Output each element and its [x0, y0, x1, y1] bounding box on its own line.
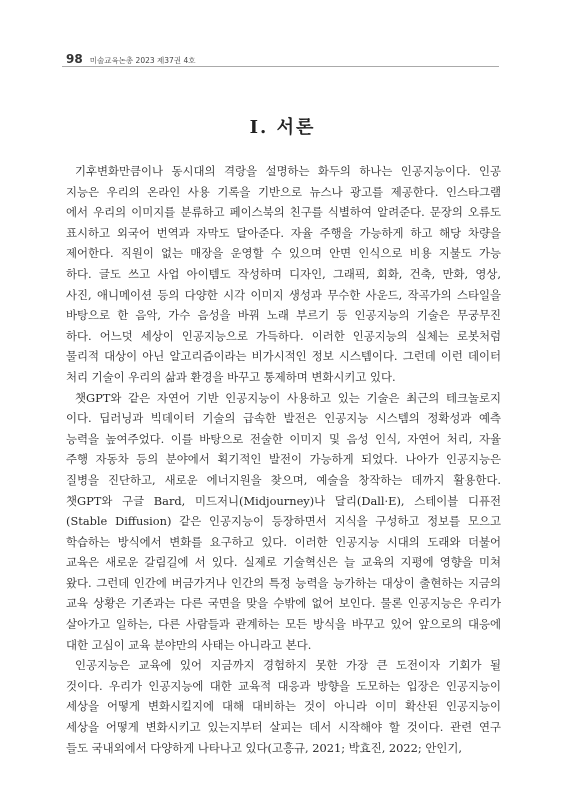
paragraph-1-line: 에서 우리의 이미지를 분류하고 페이스북의 친구를 식별하여 알려준다. 문장의 오류도 — [66, 205, 501, 220]
paragraph-3-line: 인공지능은 교육에 있어 지금까지 경험하지 못한 가장 큰 도전이자 기회가 될 — [75, 658, 501, 673]
paragraph-1-line: 사진, 애니메이션 등의 다양한 시각 이미지 생성과 무수한 사운드, 작곡가의 스타일을 — [66, 287, 501, 302]
paragraph-1-line: 물리적 대상이 아닌 알고리즘이라는 비가시적인 정보 시스템이다. 그런데 이런 데이터 — [66, 349, 501, 364]
paragraph-2-line: 주행 자동차 등의 분야에서 획기적인 발전이 가능하게 되었다. 나아가 인공지능은 — [66, 452, 501, 467]
paragraph-2-line: 질병을 진단하고, 새로운 에너지원을 찾으며, 예술을 창작하는 데까지 활용한다. — [66, 472, 501, 487]
journal-title: 미술교육논총 2023 제37권 4호 — [89, 56, 196, 65]
paragraph-2-line: 살아가고 일하는, 다른 사람들과 관계하는 모든 방식을 바꾸고 있어 앞으로의 대응에 — [66, 617, 501, 632]
header-divider — [62, 66, 499, 67]
paragraph-2-line: 챗GPT와 구글 Bard, 미드저니(Midjourney)나 달리(Dall·E), 스테이블 디퓨전 — [66, 493, 501, 508]
paragraph-1-line: 하다. 어느덧 세상이 인공지능으로 가득하다. 이러한 인공지능의 실체는 로봇처럼 — [66, 328, 501, 343]
running-header — [66, 52, 195, 66]
paragraph-2-line: 챗GPT와 같은 자연어 기반 인공지능이 사용하고 있는 기술은 최근의 테크놀로지 — [75, 390, 501, 405]
paragraph-2-line: 교육은 새로운 갈림길에 서 있다. 실제로 기술혁신은 늘 교육의 지평에 영향을 미쳐 — [66, 555, 501, 570]
paragraph-3-line: 세상을 어떻게 변화시킬지에 대해 대비하는 것이 아니라 이미 확산된 인공지능이 — [66, 699, 501, 714]
paragraph-2-line: 대한 고심이 교육 분야만의 사태는 아니라고 본다. — [66, 637, 312, 652]
paragraph-2-line: 이다. 딥러닝과 빅데이터 기술의 급속한 발전은 인공지능 시스템의 정확성과 예측 — [66, 411, 501, 426]
section-title: Ⅰ. 서론 — [249, 117, 316, 138]
page-number: 98 — [66, 52, 83, 66]
paragraph-1-line: 제어한다. 직원이 없는 매장을 운영할 수 있으며 안면 인식으로 비용 지불도 가능 — [66, 246, 501, 261]
paragraph-2-line: (Stable Diffusion) 같은 인공지능이 등장하면서 지식을 구성하고 정보를 모으고 — [66, 514, 501, 529]
paragraph-2-line: 능력을 높여주었다. 이를 바탕으로 전술한 이미지 및 음성 인식, 자연어 처리, 자율 — [66, 431, 501, 446]
paragraph-3-line: 세상을 어떻게 변화시키고 있는지부터 살피는 데서 시작해야 할 것이다. 관련 연구 — [66, 720, 501, 735]
body-text — [66, 161, 501, 758]
paragraph-1-line: 처리 기술이 우리의 삶과 환경을 바꾸고 통제하며 변화시키고 있다. — [66, 369, 396, 384]
paragraph-3-line: 들도 국내외에서 다양하게 나타나고 있다(고흥규, 2021; 박효진, 2022; 안인기, — [66, 740, 463, 755]
paragraph-1-line: 하다. 글도 쓰고 사업 아이템도 작성하며 디자인, 그래픽, 회화, 건축, 만화, 영상, — [66, 266, 501, 281]
paragraph-1-line: 표시하고 외국어 번역과 자막도 달아준다. 자율 주행을 가능하게 하고 해당 차량을 — [66, 225, 501, 240]
paragraph-1-line: 바탕으로 한 음악, 가수 음성을 바꿔 노래 부르기 등 인공지능의 기술은 무궁무진 — [66, 308, 501, 323]
paragraph-2-line: 교육 상황은 기존과는 다른 국면을 맞을 수밖에 없어 보인다. 물론 인공지능은 우리가 — [66, 596, 501, 611]
paragraph-3-line: 것이다. 우리가 인공지능에 대한 교육적 대응과 방향을 도모하는 입장은 인공지능이 — [66, 678, 501, 693]
paragraph-1-line: 지능은 우리의 온라인 사용 기록을 기반으로 뉴스나 광고를 제공한다. 인스타그램 — [66, 184, 501, 199]
paragraph-1-line: 기후변화만큼이나 동시대의 격랑을 설명하는 화두의 하나는 인공지능이다. 인공 — [75, 164, 501, 178]
paragraph-2-line: 왔다. 그런데 인간에 버금가거나 인간의 특정 능력을 능가하는 대상이 출현하는 지금의 — [66, 575, 501, 590]
paragraph-2-line: 학습하는 방식에서 변화를 요구하고 있다. 이러한 인공지능 시대의 도래와 더불어 — [66, 534, 501, 549]
